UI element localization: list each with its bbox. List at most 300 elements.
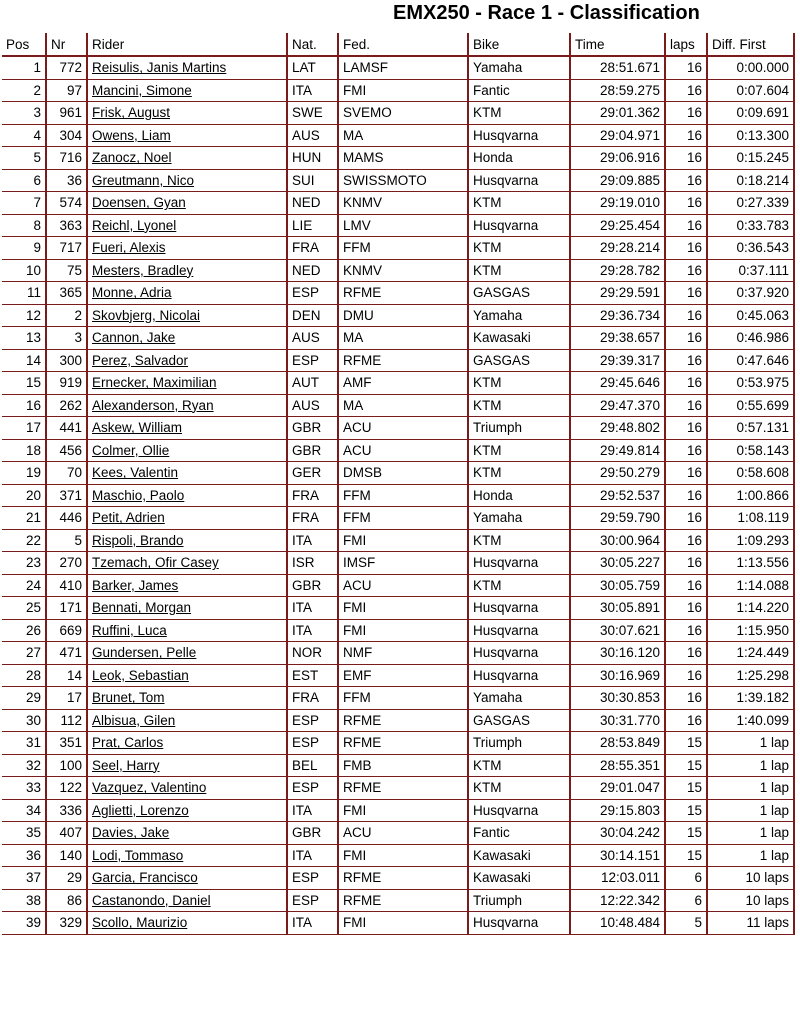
- cell-fed: KNMV: [338, 259, 468, 282]
- cell-rider: [87, 687, 287, 710]
- table-row: [2, 799, 794, 822]
- cell-laps: 16: [665, 169, 707, 192]
- table-row: [2, 529, 794, 552]
- cell-diff: 1:14.088: [707, 574, 794, 597]
- cell-laps: 16: [665, 619, 707, 642]
- rider-link[interactable]: Cannon, Jake: [92, 330, 176, 346]
- table-row: [2, 417, 794, 440]
- cell-laps: 16: [665, 237, 707, 260]
- rider-link[interactable]: Tzemach, Ofir Casey: [92, 555, 219, 571]
- cell-diff: 1 lap: [707, 732, 794, 755]
- cell-rider: [87, 619, 287, 642]
- cell-nat: ESP: [287, 777, 338, 800]
- cell-laps: 16: [665, 597, 707, 620]
- cell-nr: 29: [46, 867, 87, 890]
- table-row: [2, 642, 794, 665]
- cell-time: 29:52.537: [570, 484, 665, 507]
- rider-link[interactable]: Scollo, Maurizio: [92, 915, 188, 931]
- cell-nat: AUT: [287, 372, 338, 395]
- cell-nat: AUS: [287, 327, 338, 350]
- cell-nr: 716: [46, 147, 87, 170]
- cell-time: 28:59.275: [570, 79, 665, 102]
- cell-laps: 16: [665, 56, 707, 79]
- cell-fed: DMU: [338, 304, 468, 327]
- rider-link[interactable]: Owens, Liam: [92, 127, 171, 143]
- cell-fed: RFME: [338, 777, 468, 800]
- cell-diff: 1:13.556: [707, 552, 794, 575]
- rider-link[interactable]: Doensen, Gyan: [92, 195, 186, 211]
- cell-diff: 1 lap: [707, 799, 794, 822]
- rider-link[interactable]: Garcia, Francisco: [92, 870, 198, 886]
- table-row: [2, 304, 794, 327]
- cell-nat: SWE: [287, 102, 338, 125]
- cell-nat: SUI: [287, 169, 338, 192]
- cell-fed: RFME: [338, 349, 468, 372]
- cell-fed: RFME: [338, 732, 468, 755]
- cell-fed: AMF: [338, 372, 468, 395]
- cell-laps: 16: [665, 439, 707, 462]
- table-row: [2, 147, 794, 170]
- cell-nr: 75: [46, 259, 87, 282]
- cell-fed: FMI: [338, 799, 468, 822]
- rider-link[interactable]: Zanocz, Noel: [92, 150, 172, 166]
- cell-nat: NOR: [287, 642, 338, 665]
- cell-rider: [87, 507, 287, 530]
- cell-nat: ITA: [287, 619, 338, 642]
- table-row: [2, 169, 794, 192]
- cell-diff: 0:27.339: [707, 192, 794, 215]
- cell-pos: 34: [2, 799, 46, 822]
- column-header-pos: Pos: [2, 33, 46, 56]
- cell-rider: [87, 664, 287, 687]
- cell-rider: [87, 214, 287, 237]
- cell-bike: KTM: [468, 259, 570, 282]
- cell-bike: Kawasaki: [468, 327, 570, 350]
- cell-diff: 0:36.543: [707, 237, 794, 260]
- cell-laps: 6: [665, 889, 707, 912]
- cell-time: 30:05.891: [570, 597, 665, 620]
- cell-nr: 351: [46, 732, 87, 755]
- cell-fed: RFME: [338, 709, 468, 732]
- cell-pos: 15: [2, 372, 46, 395]
- cell-fed: FMI: [338, 912, 468, 935]
- cell-pos: 10: [2, 259, 46, 282]
- cell-rider: [87, 912, 287, 935]
- cell-pos: 36: [2, 844, 46, 867]
- cell-rider: [87, 844, 287, 867]
- cell-laps: 16: [665, 124, 707, 147]
- rider-link[interactable]: Perez, Salvador: [92, 352, 189, 368]
- cell-nat: HUN: [287, 147, 338, 170]
- rider-link[interactable]: Mancini, Simone: [92, 82, 192, 98]
- rider-link[interactable]: Petit, Adrien: [92, 510, 165, 526]
- rider-link[interactable]: Reichl, Lyonel: [92, 217, 177, 233]
- cell-diff: 0:00.000: [707, 56, 794, 79]
- table-row: [2, 574, 794, 597]
- cell-time: 30:05.759: [570, 574, 665, 597]
- cell-fed: LMV: [338, 214, 468, 237]
- rider-link[interactable]: Kees, Valentin: [92, 465, 179, 481]
- cell-pos: 5: [2, 147, 46, 170]
- cell-rider: [87, 867, 287, 890]
- rider-link[interactable]: Monne, Adria: [92, 285, 172, 301]
- cell-fed: RFME: [338, 889, 468, 912]
- column-header-time: Time: [570, 33, 665, 56]
- cell-nat: ESP: [287, 732, 338, 755]
- cell-laps: 16: [665, 192, 707, 215]
- cell-bike: Yamaha: [468, 687, 570, 710]
- cell-time: 28:51.671: [570, 56, 665, 79]
- cell-diff: 1:40.099: [707, 709, 794, 732]
- cell-fed: LAMSF: [338, 56, 468, 79]
- cell-laps: 16: [665, 214, 707, 237]
- table-row: [2, 484, 794, 507]
- cell-pos: 16: [2, 394, 46, 417]
- cell-diff: 0:33.783: [707, 214, 794, 237]
- cell-laps: 16: [665, 709, 707, 732]
- cell-rider: [87, 372, 287, 395]
- cell-time: 29:25.454: [570, 214, 665, 237]
- cell-time: 29:49.814: [570, 439, 665, 462]
- cell-laps: 16: [665, 372, 707, 395]
- cell-diff: 0:58.608: [707, 462, 794, 485]
- rider-link[interactable]: Gundersen, Pelle: [92, 645, 197, 661]
- cell-diff: 0:37.111: [707, 259, 794, 282]
- cell-time: 29:09.885: [570, 169, 665, 192]
- cell-laps: 16: [665, 462, 707, 485]
- cell-nr: 717: [46, 237, 87, 260]
- rider-link[interactable]: Castanondo, Daniel: [92, 892, 211, 908]
- table-row: [2, 912, 794, 935]
- cell-pos: 30: [2, 709, 46, 732]
- cell-nr: 14: [46, 664, 87, 687]
- cell-laps: 16: [665, 484, 707, 507]
- cell-bike: KTM: [468, 439, 570, 462]
- cell-time: 30:16.969: [570, 664, 665, 687]
- cell-laps: 16: [665, 507, 707, 530]
- cell-nr: 329: [46, 912, 87, 935]
- table-row: [2, 777, 794, 800]
- page-title: EMX250 - Race 1 - Classification: [393, 2, 700, 24]
- table-row: [2, 259, 794, 282]
- cell-pos: 33: [2, 777, 46, 800]
- rider-link[interactable]: Ernecker, Maximilian: [92, 375, 217, 391]
- cell-nat: NED: [287, 259, 338, 282]
- cell-nat: ITA: [287, 79, 338, 102]
- cell-bike: KTM: [468, 192, 570, 215]
- cell-nr: 171: [46, 597, 87, 620]
- cell-nat: GBR: [287, 822, 338, 845]
- cell-pos: 28: [2, 664, 46, 687]
- cell-rider: [87, 102, 287, 125]
- cell-rider: [87, 529, 287, 552]
- cell-fed: RFME: [338, 867, 468, 890]
- cell-nat: ITA: [287, 912, 338, 935]
- cell-rider: [87, 462, 287, 485]
- cell-bike: Husqvarna: [468, 597, 570, 620]
- table-row: [2, 372, 794, 395]
- cell-nat: ESP: [287, 282, 338, 305]
- cell-pos: 31: [2, 732, 46, 755]
- cell-nat: GBR: [287, 574, 338, 597]
- table-row: [2, 79, 794, 102]
- cell-time: 30:14.151: [570, 844, 665, 867]
- cell-nr: 919: [46, 372, 87, 395]
- rider-link[interactable]: Vazquez, Valentino: [92, 780, 207, 796]
- cell-rider: [87, 394, 287, 417]
- cell-fed: KNMV: [338, 192, 468, 215]
- cell-diff: 0:09.691: [707, 102, 794, 125]
- cell-pos: 24: [2, 574, 46, 597]
- cell-time: 30:30.853: [570, 687, 665, 710]
- cell-time: 10:48.484: [570, 912, 665, 935]
- cell-bike: Husqvarna: [468, 169, 570, 192]
- cell-nat: LAT: [287, 56, 338, 79]
- rider-link[interactable]: Maschio, Paolo: [92, 487, 185, 503]
- cell-bike: Yamaha: [468, 56, 570, 79]
- rider-link[interactable]: Mesters, Bradley: [92, 262, 194, 278]
- cell-time: 28:53.849: [570, 732, 665, 755]
- cell-time: 29:50.279: [570, 462, 665, 485]
- cell-nat: FRA: [287, 687, 338, 710]
- cell-fed: FMI: [338, 529, 468, 552]
- cell-fed: MA: [338, 394, 468, 417]
- cell-time: 28:55.351: [570, 754, 665, 777]
- rider-link[interactable]: Askew, William: [92, 420, 183, 436]
- cell-time: 29:01.362: [570, 102, 665, 125]
- cell-fed: EMF: [338, 664, 468, 687]
- cell-nat: GER: [287, 462, 338, 485]
- cell-rider: [87, 709, 287, 732]
- cell-nr: 441: [46, 417, 87, 440]
- cell-time: 12:22.342: [570, 889, 665, 912]
- cell-diff: 0:55.699: [707, 394, 794, 417]
- cell-nat: AUS: [287, 394, 338, 417]
- rider-link[interactable]: Leok, Sebastian: [92, 667, 189, 683]
- cell-rider: [87, 192, 287, 215]
- rider-link[interactable]: Aglietti, Lorenzo: [92, 802, 189, 818]
- cell-time: 30:31.770: [570, 709, 665, 732]
- cell-time: 12:03.011: [570, 867, 665, 890]
- cell-diff: 1 lap: [707, 822, 794, 845]
- table-row: [2, 709, 794, 732]
- rider-link[interactable]: Davies, Jake: [92, 825, 170, 841]
- cell-pos: 22: [2, 529, 46, 552]
- column-header-bike: Bike: [468, 33, 570, 56]
- cell-pos: 8: [2, 214, 46, 237]
- table-row: [2, 619, 794, 642]
- cell-pos: 14: [2, 349, 46, 372]
- cell-diff: 0:53.975: [707, 372, 794, 395]
- cell-rider: [87, 484, 287, 507]
- cell-rider: [87, 124, 287, 147]
- cell-time: 30:07.621: [570, 619, 665, 642]
- cell-fed: FMI: [338, 597, 468, 620]
- cell-laps: 16: [665, 574, 707, 597]
- cell-rider: [87, 56, 287, 79]
- cell-laps: 16: [665, 529, 707, 552]
- cell-bike: GASGAS: [468, 349, 570, 372]
- rider-link[interactable]: Frisk, August: [92, 105, 171, 121]
- cell-nr: 304: [46, 124, 87, 147]
- cell-pos: 29: [2, 687, 46, 710]
- cell-nr: 262: [46, 394, 87, 417]
- rider-link[interactable]: Ruffini, Luca: [92, 622, 167, 638]
- rider-link[interactable]: Seel, Harry: [92, 757, 160, 773]
- cell-diff: 1 lap: [707, 777, 794, 800]
- cell-laps: 16: [665, 147, 707, 170]
- cell-rider: [87, 777, 287, 800]
- rider-link[interactable]: Rispoli, Brando: [92, 532, 184, 548]
- rider-link[interactable]: Skovbjerg, Nicolai: [92, 307, 201, 323]
- rider-link[interactable]: Alexanderson, Ryan: [92, 397, 214, 413]
- cell-time: 30:05.227: [570, 552, 665, 575]
- rider-link[interactable]: Fueri, Alexis: [92, 240, 166, 256]
- table-row: [2, 889, 794, 912]
- cell-time: 30:16.120: [570, 642, 665, 665]
- cell-pos: 21: [2, 507, 46, 530]
- column-header-rider: Rider: [87, 33, 287, 56]
- cell-nr: 36: [46, 169, 87, 192]
- cell-nr: 86: [46, 889, 87, 912]
- cell-nat: FRA: [287, 484, 338, 507]
- cell-diff: 1:39.182: [707, 687, 794, 710]
- cell-nat: FRA: [287, 507, 338, 530]
- cell-bike: Triumph: [468, 732, 570, 755]
- cell-nr: 371: [46, 484, 87, 507]
- cell-laps: 6: [665, 867, 707, 890]
- cell-nr: 122: [46, 777, 87, 800]
- rider-link[interactable]: Bennati, Morgan: [92, 600, 192, 616]
- table-row: [2, 102, 794, 125]
- table-row: [2, 844, 794, 867]
- cell-diff: 0:46.986: [707, 327, 794, 350]
- cell-bike: KTM: [468, 372, 570, 395]
- cell-pos: 35: [2, 822, 46, 845]
- cell-nat: DEN: [287, 304, 338, 327]
- rider-link[interactable]: Lodi, Tommaso: [92, 847, 184, 863]
- cell-bike: Triumph: [468, 889, 570, 912]
- cell-pos: 4: [2, 124, 46, 147]
- cell-time: 29:36.734: [570, 304, 665, 327]
- cell-nr: 407: [46, 822, 87, 845]
- table-row: [2, 732, 794, 755]
- cell-nat: ESP: [287, 709, 338, 732]
- cell-nr: 270: [46, 552, 87, 575]
- cell-nat: LIE: [287, 214, 338, 237]
- cell-rider: [87, 439, 287, 462]
- cell-bike: Honda: [468, 147, 570, 170]
- cell-diff: 1:00.866: [707, 484, 794, 507]
- cell-rider: [87, 597, 287, 620]
- cell-diff: 0:18.214: [707, 169, 794, 192]
- cell-fed: FFM: [338, 484, 468, 507]
- cell-diff: 1:14.220: [707, 597, 794, 620]
- cell-bike: Kawasaki: [468, 867, 570, 890]
- cell-diff: 0:57.131: [707, 417, 794, 440]
- rider-link[interactable]: Greutmann, Nico: [92, 172, 195, 188]
- cell-diff: 0:07.604: [707, 79, 794, 102]
- cell-laps: 16: [665, 664, 707, 687]
- cell-nr: 300: [46, 349, 87, 372]
- cell-nr: 446: [46, 507, 87, 530]
- table-row: [2, 552, 794, 575]
- cell-bike: Kawasaki: [468, 844, 570, 867]
- cell-bike: Husqvarna: [468, 552, 570, 575]
- cell-time: 29:29.591: [570, 282, 665, 305]
- rider-link[interactable]: Brunet, Tom: [92, 690, 165, 706]
- table-row: [2, 754, 794, 777]
- cell-time: 29:19.010: [570, 192, 665, 215]
- rider-link[interactable]: Albisua, Gilen: [92, 712, 176, 728]
- cell-nr: 961: [46, 102, 87, 125]
- cell-nat: ESP: [287, 889, 338, 912]
- cell-pos: 2: [2, 79, 46, 102]
- cell-pos: 25: [2, 597, 46, 620]
- table-row: [2, 124, 794, 147]
- rider-link[interactable]: Barker, James: [92, 577, 179, 593]
- cell-bike: Honda: [468, 484, 570, 507]
- cell-nr: 363: [46, 214, 87, 237]
- cell-bike: KTM: [468, 754, 570, 777]
- cell-laps: 16: [665, 552, 707, 575]
- cell-pos: 9: [2, 237, 46, 260]
- cell-diff: 1:15.950: [707, 619, 794, 642]
- column-header-laps: laps: [665, 33, 707, 56]
- cell-bike: KTM: [468, 394, 570, 417]
- cell-nat: ESP: [287, 349, 338, 372]
- cell-nr: 772: [46, 56, 87, 79]
- rider-link[interactable]: Colmer, Ollie: [92, 442, 170, 458]
- cell-diff: 1:09.293: [707, 529, 794, 552]
- cell-pos: 12: [2, 304, 46, 327]
- cell-bike: Husqvarna: [468, 124, 570, 147]
- cell-nr: 471: [46, 642, 87, 665]
- cell-pos: 11: [2, 282, 46, 305]
- cell-diff: 0:45.063: [707, 304, 794, 327]
- cell-time: 29:06.916: [570, 147, 665, 170]
- table-row: [2, 867, 794, 890]
- cell-laps: 5: [665, 912, 707, 935]
- cell-bike: Husqvarna: [468, 214, 570, 237]
- cell-nr: 112: [46, 709, 87, 732]
- cell-rider: [87, 282, 287, 305]
- cell-diff: 11 laps: [707, 912, 794, 935]
- table-row: [2, 687, 794, 710]
- cell-bike: Husqvarna: [468, 619, 570, 642]
- table-row: [2, 822, 794, 845]
- cell-nr: 5: [46, 529, 87, 552]
- cell-diff: 0:37.920: [707, 282, 794, 305]
- cell-pos: 13: [2, 327, 46, 350]
- cell-laps: 16: [665, 259, 707, 282]
- rider-link[interactable]: Reisulis, Janis Martins: [92, 60, 227, 76]
- cell-laps: 16: [665, 102, 707, 125]
- cell-nat: GBR: [287, 439, 338, 462]
- cell-bike: Husqvarna: [468, 664, 570, 687]
- cell-fed: FMI: [338, 844, 468, 867]
- cell-fed: FFM: [338, 237, 468, 260]
- cell-bike: Fantic: [468, 79, 570, 102]
- cell-nr: 336: [46, 799, 87, 822]
- cell-nat: ITA: [287, 529, 338, 552]
- cell-time: 29:38.657: [570, 327, 665, 350]
- cell-pos: 18: [2, 439, 46, 462]
- cell-bike: KTM: [468, 529, 570, 552]
- rider-link[interactable]: Prat, Carlos: [92, 735, 164, 751]
- cell-fed: NMF: [338, 642, 468, 665]
- header-row: [2, 33, 794, 56]
